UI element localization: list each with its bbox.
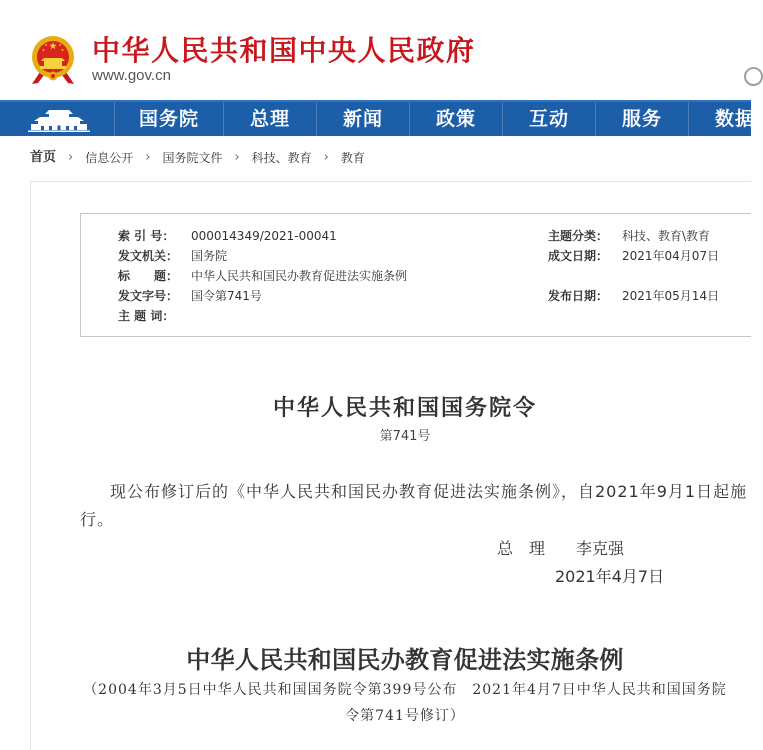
info-value-publish-date: 2021年05月14日: [622, 289, 720, 303]
breadcrumb-state-council-documents[interactable]: 国务院文件: [162, 151, 223, 165]
decree-body-paragraph: 现公布修订后的《中华人民共和国民办教育促进法实施条例》，自2021年9月1日起施行。: [80, 482, 748, 529]
regulation-title: 中华人民共和国民办教育促进法实施条例: [186, 645, 624, 674]
icon-top-roof: [45, 110, 73, 114]
icon-platform: [28, 131, 90, 133]
breadcrumb: [30, 150, 365, 166]
info-value-title: 中华人民共和国民办教育促进法实施条例: [191, 269, 408, 283]
breadcrumb-separator: ›: [234, 150, 240, 165]
info-label-document-number: 发文字号：: [118, 289, 179, 303]
emblem-gate-base: [40, 66, 66, 69]
info-row: [81, 266, 751, 286]
info-label-index-no: 索 引 号：: [118, 229, 175, 243]
site-title: 中华人民共和国中央人民政府: [92, 34, 476, 67]
emblem-gate-hall: [44, 61, 62, 66]
breadcrumb-separator: ›: [145, 150, 151, 165]
nav-home-link[interactable]: [0, 102, 114, 136]
signer-title: 总 理: [497, 539, 546, 558]
icon-arch: [58, 126, 61, 131]
info-label-issuing-authority: 发文机关：: [118, 249, 179, 263]
info-label-written-date: 成文日期：: [548, 249, 609, 263]
nav-item-premier[interactable]: 总理: [223, 102, 316, 136]
icon-arch: [41, 126, 44, 130]
icon-upper-hall: [49, 114, 69, 117]
emblem-gate-roof: [41, 58, 65, 61]
site-url: www.gov.cn: [92, 67, 171, 84]
info-label-keywords: 主 题 词：: [118, 309, 175, 323]
info-value-written-date: 2021年04月07日: [622, 249, 720, 263]
nav-item-policies[interactable]: 政策: [409, 102, 502, 136]
national-emblem-icon: [29, 34, 77, 86]
info-label-title: 标 题：: [118, 269, 179, 283]
nav-item-services[interactable]: 服务: [595, 102, 688, 136]
info-row: [81, 306, 751, 326]
regulation-revision-note: （2004年3月5日中华人民共和国国务院令第399号公布 2021年4月7日中华人民共和国国务院令第741号修订）: [83, 682, 727, 724]
breadcrumb-separator: ›: [323, 150, 329, 165]
breadcrumb-home[interactable]: 首页: [30, 150, 57, 165]
nav-item-news[interactable]: 新闻: [316, 102, 409, 136]
info-row: [81, 286, 751, 306]
info-row: [81, 246, 751, 266]
signer-name: 李克强: [576, 539, 625, 558]
nav-item-data-label[interactable]: 数据: [715, 108, 756, 130]
breadcrumb-science-education[interactable]: 科技、教育: [251, 151, 312, 165]
nav-item-state-council[interactable]: 国务院: [114, 102, 223, 136]
tiananmen-icon: [28, 106, 90, 132]
icon-hall: [38, 121, 80, 124]
breadcrumb-info-disclosure[interactable]: 信息公开: [85, 151, 134, 165]
info-value-topic-category: 科技、教育\教育: [622, 229, 711, 243]
site-header: [0, 0, 751, 100]
breadcrumb-education[interactable]: 教育: [340, 151, 365, 165]
search-icon[interactable]: [744, 66, 751, 84]
document-info-table: [80, 213, 751, 337]
info-value-issuing-authority: 国务院: [191, 249, 228, 263]
nav-item-interaction[interactable]: 互动: [502, 102, 595, 136]
main-nav: [0, 100, 756, 136]
icon-arch: [49, 126, 52, 130]
signature: [497, 535, 624, 563]
info-label-topic-category: 主题分类：: [548, 229, 609, 243]
info-value-document-number: 国令第741号: [191, 289, 262, 303]
sign-date: 2021年4月7日: [555, 567, 665, 586]
nav-item-data[interactable]: [688, 102, 756, 136]
breadcrumb-separator: ›: [68, 150, 74, 165]
icon-arch: [66, 126, 69, 130]
decree-title: 中华人民共和国国务院令: [272, 395, 537, 421]
info-label-publish-date: 发布日期：: [548, 289, 609, 303]
info-row: [81, 226, 751, 246]
info-value-index-no: 000014349/2021-00041: [191, 229, 337, 243]
icon-lower-roof: [34, 117, 84, 121]
emblem-cog-center: [51, 74, 55, 78]
decree-number: 第741号: [379, 429, 431, 444]
icon-arch: [74, 126, 77, 130]
